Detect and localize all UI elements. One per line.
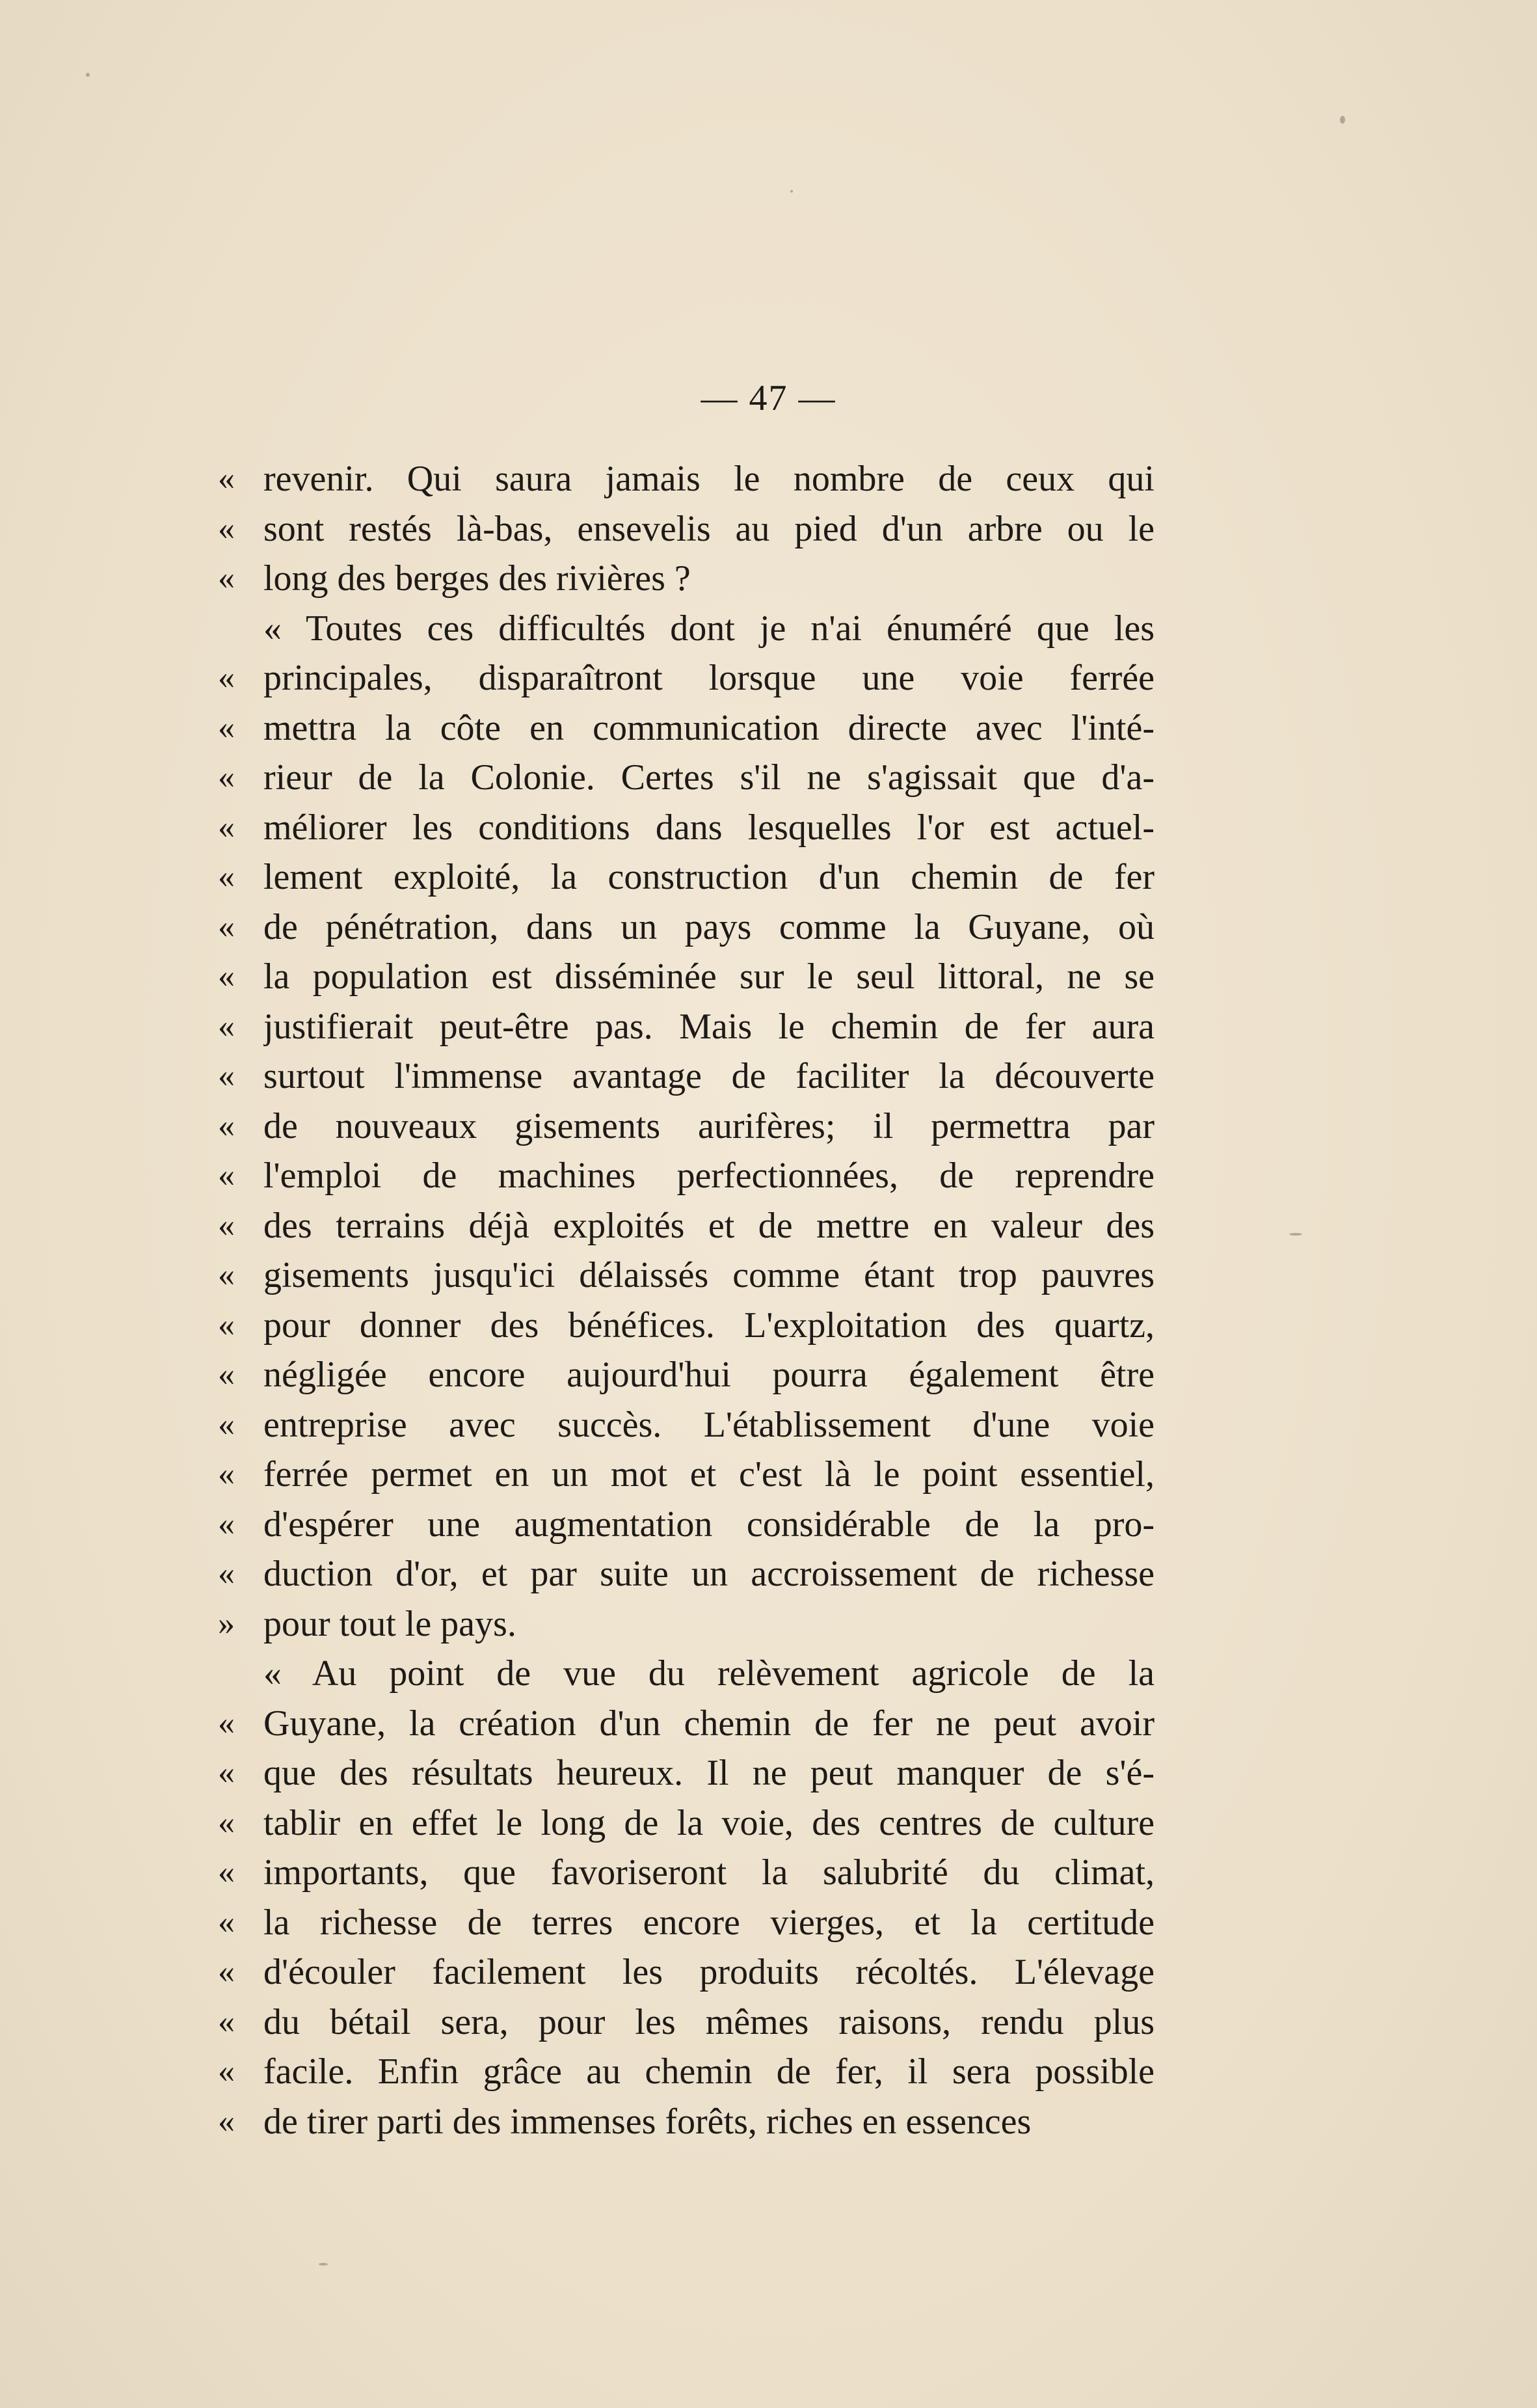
line-text: principales, disparaîtront lorsque une voie ferrée xyxy=(263,658,1155,698)
quotation-mark: « xyxy=(218,808,235,846)
text-line xyxy=(218,1500,1155,1550)
line-text: rieur de la Colonie. Certes s'il ne s'agissait que d'a- xyxy=(263,757,1155,798)
paper-speck xyxy=(1289,1233,1302,1236)
line-text: la richesse de terres encore vierges, et la certitude xyxy=(263,1902,1155,1943)
quotation-mark: « xyxy=(218,1704,235,1742)
line-text: importants, que favoriseront la salubrité du climat, xyxy=(263,1852,1155,1893)
text-line xyxy=(218,1301,1155,1351)
paper-speck xyxy=(790,190,793,193)
text-line xyxy=(218,1699,1155,1749)
line-text: d'espérer une augmentation considérable de la pro- xyxy=(263,1504,1155,1545)
text-line xyxy=(218,1251,1155,1301)
line-text: de nouveaux gisements aurifères; il permettra par xyxy=(263,1105,1155,1146)
line-text: Guyane, la création d'un chemin de fer ne peut avoir xyxy=(263,1703,1155,1744)
text-line xyxy=(218,2047,1155,2097)
quotation-mark: « xyxy=(218,509,235,547)
quotation-mark: « xyxy=(218,1256,235,1293)
text-line xyxy=(218,1997,1155,2048)
quotation-mark: « xyxy=(218,958,235,995)
text-line xyxy=(218,1400,1155,1450)
quotation-mark: « xyxy=(218,759,235,796)
text-line xyxy=(218,1151,1155,1201)
quotation-mark: « xyxy=(218,1306,235,1344)
line-text: justifierait peut-être pas. Mais le chemin de fer aura xyxy=(263,1006,1155,1047)
text-line xyxy=(218,1201,1155,1251)
page-number: — 47 — xyxy=(701,378,836,418)
text-line xyxy=(218,1947,1155,1997)
text-line xyxy=(218,803,1155,853)
line-text: méliorer les conditions dans lesquelles l'or est actuel- xyxy=(263,807,1155,848)
text-line xyxy=(218,1051,1155,1102)
quotation-mark: « xyxy=(218,1157,235,1194)
text-line xyxy=(218,703,1155,753)
line-text: revenir. Qui saura jamais le nombre de ceux qui xyxy=(263,459,1155,499)
line-text: que des résultats heureux. Il ne peut manquer de s'é- xyxy=(263,1753,1155,1793)
quotation-mark: « xyxy=(218,1505,235,1543)
line-text: des terrains déjà exploités et de mettre en valeur des xyxy=(263,1205,1155,1246)
body-text xyxy=(218,454,1155,2146)
quotation-mark: « xyxy=(218,1206,235,1244)
quotation-mark: « xyxy=(218,1405,235,1443)
line-text: de tirer parti des immenses forêts, riches en essences xyxy=(263,2101,1032,2142)
line-text: « Toutes ces difficultés dont je n'ai énuméré que les xyxy=(263,608,1155,649)
text-line xyxy=(218,1748,1155,1798)
line-text: du bétail sera, pour les mêmes raisons, rendu plus xyxy=(263,2001,1155,2042)
line-text: « Au point de vue du relèvement agricole de la xyxy=(263,1653,1155,1694)
quotation-mark: « xyxy=(218,858,235,895)
line-text: pour donner des bénéfices. L'exploitation des quartz, xyxy=(263,1305,1155,1346)
text-line xyxy=(218,1002,1155,1052)
text-line xyxy=(218,653,1155,703)
line-text: lement exploité, la construction d'un chemin de fer xyxy=(263,857,1155,897)
quotation-mark: « xyxy=(218,2053,235,2090)
line-text: gisements jusqu'ici délaissés comme étant trop pauvres xyxy=(263,1255,1155,1295)
line-text: l'emploi de machines perfectionnées, de reprendre xyxy=(263,1156,1155,1196)
text-line xyxy=(218,604,1155,654)
line-text: sont restés là-bas, ensevelis au pied d'un arbre ou le xyxy=(263,508,1155,549)
line-text: mettra la côte en communication directe avec l'inté- xyxy=(263,707,1155,748)
line-text: pour tout le pays. xyxy=(263,1603,516,1644)
text-line xyxy=(218,1798,1155,1848)
quotation-mark: « xyxy=(218,1903,235,1941)
line-text: ferrée permet en un mot et c'est là le point essentiel, xyxy=(263,1454,1155,1495)
line-text: tablir en effet le long de la voie, des centres de culture xyxy=(263,1802,1155,1843)
text-line xyxy=(218,902,1155,953)
quotation-mark: « xyxy=(218,659,235,696)
quotation-mark: « xyxy=(218,1804,235,1841)
text-line xyxy=(218,2097,1155,2147)
quotation-mark: « xyxy=(218,2102,235,2140)
quotation-mark: « xyxy=(218,1754,235,1791)
line-text: la population est disséminée sur le seul littoral, ne se xyxy=(263,956,1155,997)
text-line xyxy=(218,454,1155,504)
paper-speck xyxy=(319,2263,328,2266)
text-line xyxy=(218,554,1155,604)
line-text: de pénétration, dans un pays comme la Guyane, où xyxy=(263,906,1155,947)
quotation-mark: « xyxy=(218,1356,235,1393)
line-text: facile. Enfin grâce au chemin de fer, il sera possible xyxy=(263,2051,1155,2092)
quotation-mark: « xyxy=(218,1057,235,1094)
text-line xyxy=(218,1848,1155,1898)
text-line xyxy=(218,1450,1155,1500)
paper-speck xyxy=(1340,116,1345,124)
text-line xyxy=(218,852,1155,902)
line-text: entreprise avec succès. L'établissement d'une voie xyxy=(263,1404,1155,1445)
line-text: négligée encore aujourd'hui pourra également être xyxy=(263,1355,1155,1395)
quotation-mark: « xyxy=(218,908,235,945)
quotation-mark: « xyxy=(218,460,235,497)
quotation-mark: « xyxy=(218,1007,235,1045)
text-line xyxy=(218,1549,1155,1599)
line-text: d'écouler facilement les produits récoltés. L'élevage xyxy=(263,1952,1155,1992)
paper-speck xyxy=(86,73,90,77)
text-line xyxy=(218,1350,1155,1400)
line-text: duction d'or, et par suite un accroissement de richesse xyxy=(263,1554,1155,1594)
text-line xyxy=(218,1599,1155,1649)
quotation-mark: « xyxy=(218,1555,235,1592)
quotation-mark: « xyxy=(218,2003,235,2040)
quotation-mark: » xyxy=(218,1604,235,1642)
quotation-mark: « xyxy=(218,1107,235,1144)
line-text: surtout l'immense avantage de faciliter la découverte xyxy=(263,1056,1155,1096)
quotation-mark: « xyxy=(218,1953,235,1990)
text-line xyxy=(218,952,1155,1002)
text-line xyxy=(218,1898,1155,1948)
quotation-mark: « xyxy=(218,709,235,746)
text-line xyxy=(218,1649,1155,1699)
text-line xyxy=(218,1102,1155,1152)
quotation-mark: « xyxy=(218,1854,235,1891)
quotation-mark: « xyxy=(218,1455,235,1493)
text-line xyxy=(218,753,1155,803)
quotation-mark: « xyxy=(218,560,235,597)
text-line xyxy=(218,504,1155,554)
line-text: long des berges des rivières ? xyxy=(263,558,691,599)
